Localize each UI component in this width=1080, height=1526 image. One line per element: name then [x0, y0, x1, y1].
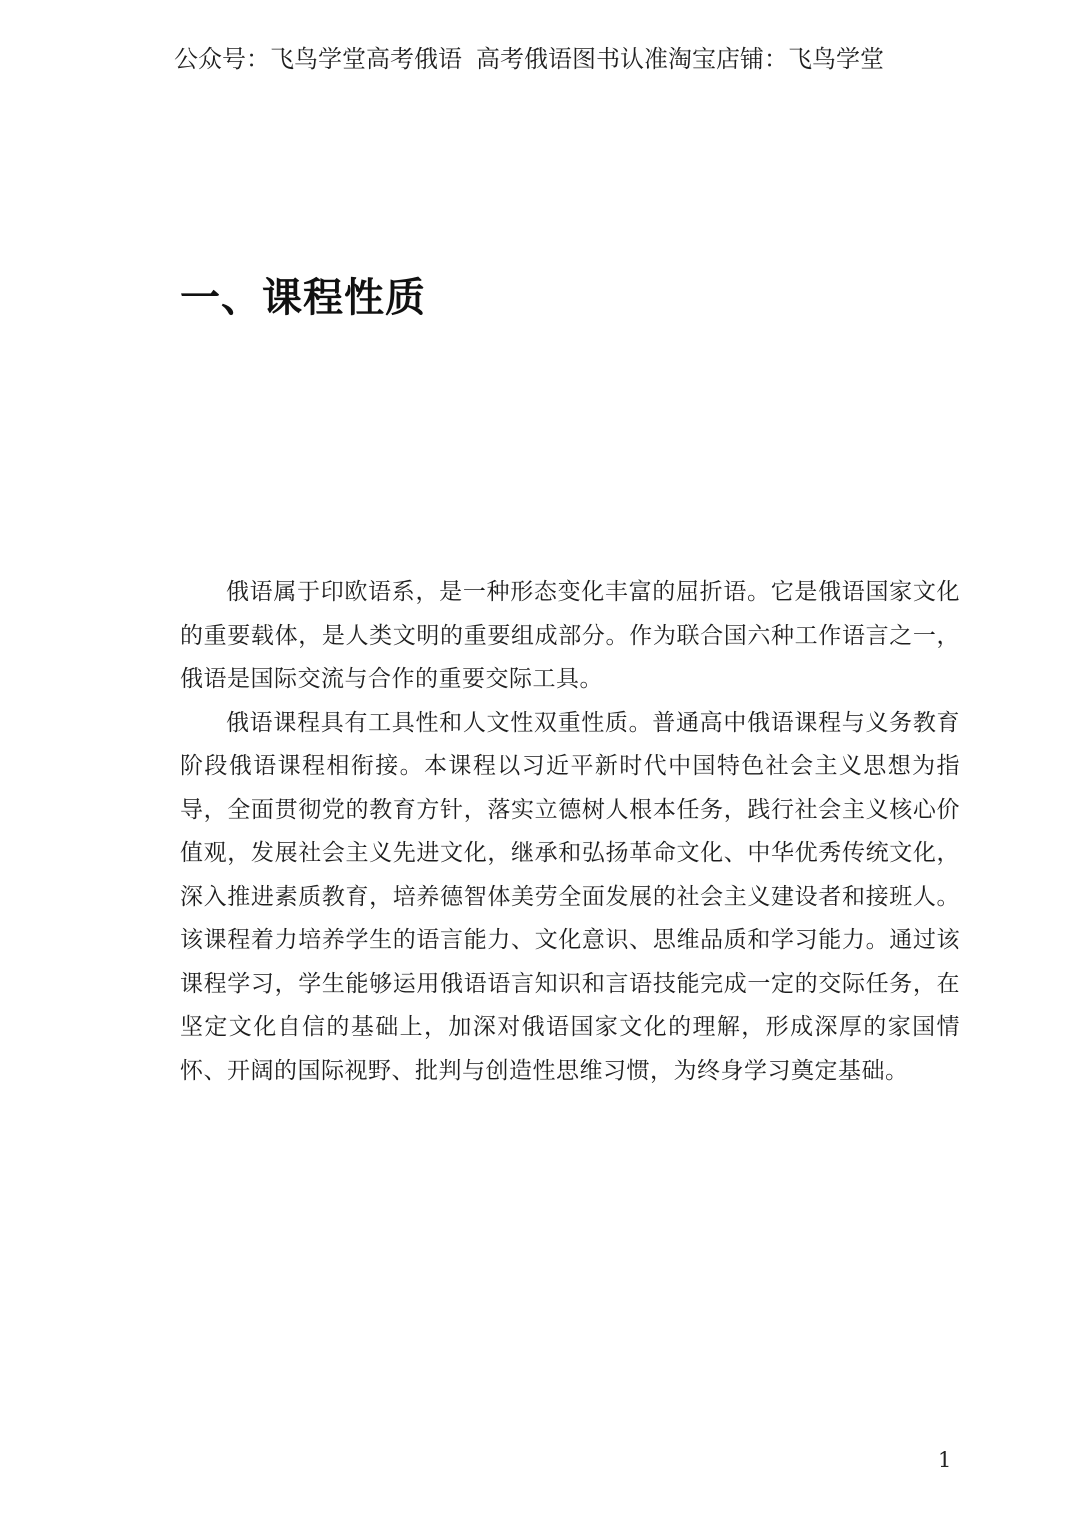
- section-title: 一、课程性质: [180, 274, 426, 321]
- header-shop-note: 高考俄语图书认准淘宝店铺：飞鸟学堂: [476, 45, 884, 73]
- page-number: 1: [938, 1448, 952, 1472]
- paragraph-2: 俄语课程具有工具性和人文性双重性质。普通高中俄语课程与义务教育阶段俄语课程相衔接。本课程以习近平新时代中国特色社会主义思想为指导，全面贯彻党的教育方针，落实立德树人根本任务，践行社会主义核心价值观，发展社会主义先进文化，继承和弘扬革命文化、中华优秀传统文化，深入推进素质教育，培养德智体美劳全面发展的社会主义建设者和接班人。该课程着力培养学生的语言能力、文化意识、思维品质和学习能力。通过该课程学习，学生能够运用俄语语言知识和言语技能完成一定的交际任务，在坚定文化自信的基础上，加深对俄语国家文化的理解，形成深厚的家国情怀、开阔的国际视野、批判与创造性思维习惯，为终身学习奠定基础。: [180, 709, 960, 1084]
- body-text: [180, 571, 960, 1093]
- header-wechat-note: 公众号：飞鸟学堂高考俄语: [174, 45, 462, 73]
- paragraph-1: 俄语属于印欧语系，是一种形态变化丰富的屈折语。它是俄语国家文化的重要载体，是人类文明的重要组成部分。作为联合国六种工作语言之一，俄语是国际交流与合作的重要交际工具。: [180, 579, 960, 692]
- page-header: [174, 42, 884, 76]
